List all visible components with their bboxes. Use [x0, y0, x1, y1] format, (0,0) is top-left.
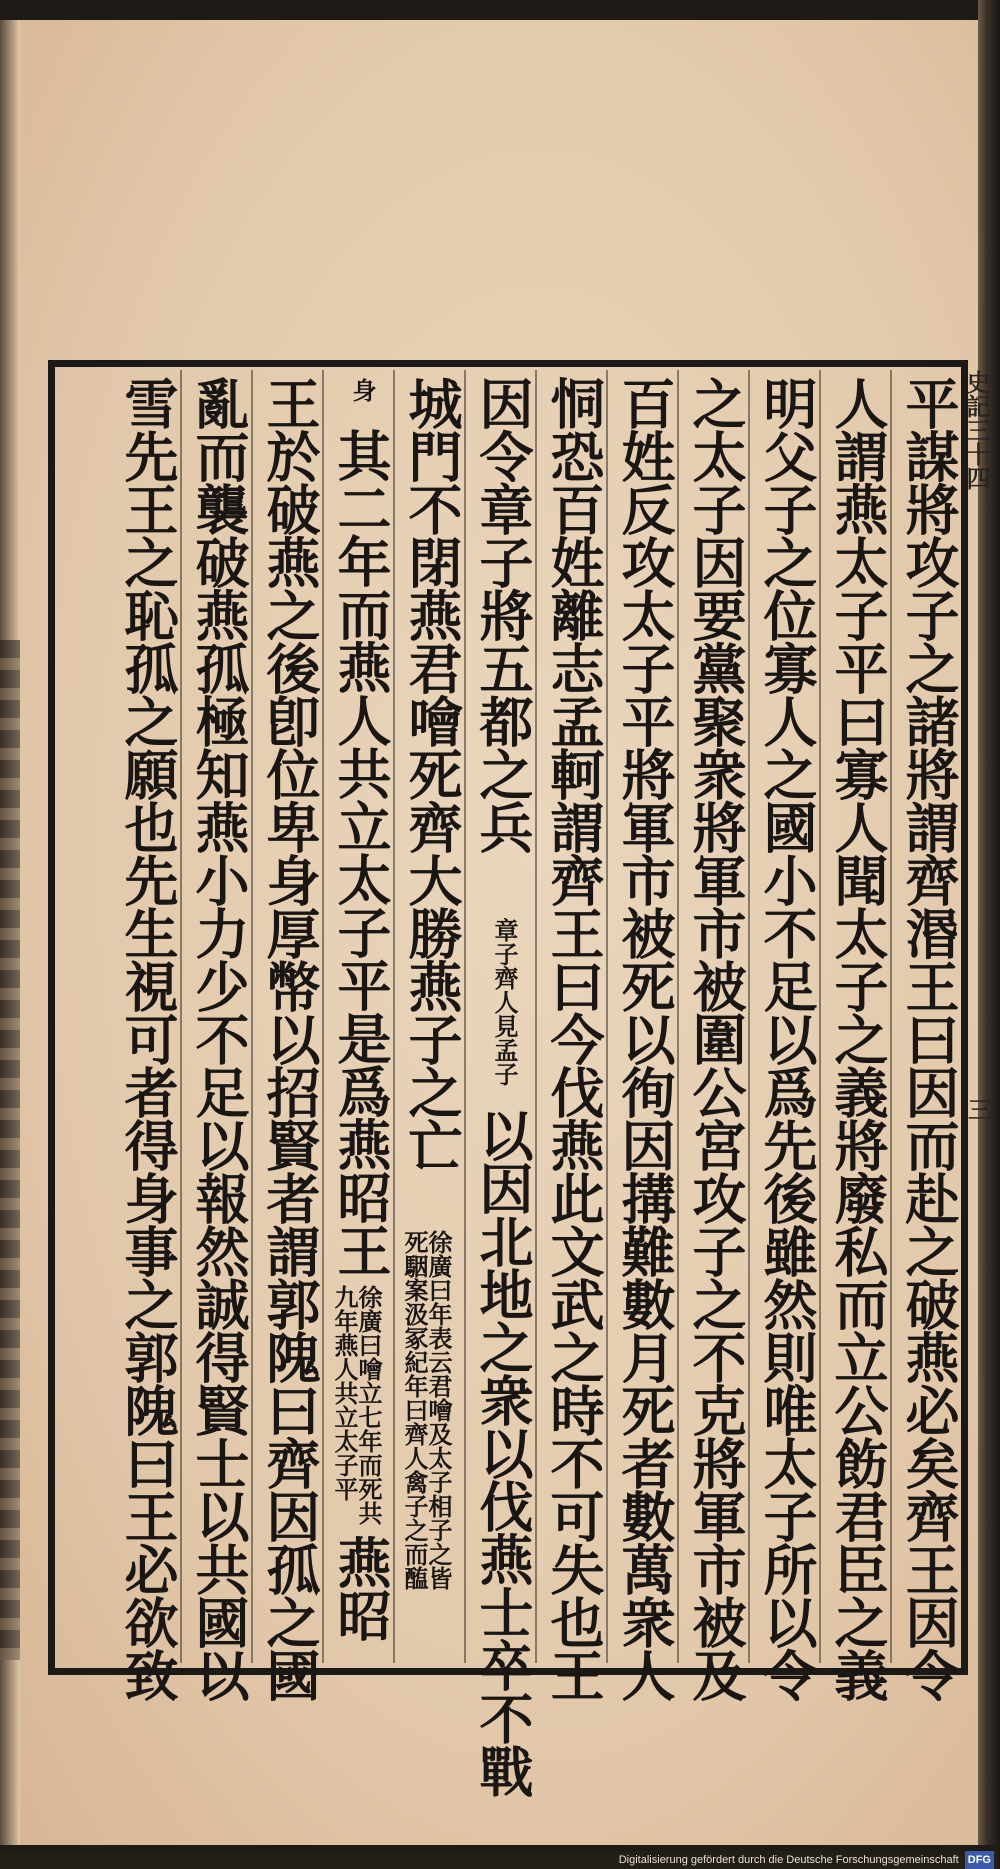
text-column-8: 城門不閉燕君噲死齊大勝燕子之亡: [400, 376, 464, 1171]
text-column-5: 百姓反攻太子平將軍市被死以徇因搆難數月死者數萬衆人: [613, 376, 677, 1701]
text-column-11: 亂而襲破燕孤極知燕小力少不足以報然誠得賢士以共國以: [187, 376, 251, 1701]
column-rule: [322, 370, 324, 1663]
annotation-zhangzi: 章子齊人見孟子: [490, 918, 519, 1086]
text-column-4: 之太子因要黨聚衆將軍市被圍公宮攻子之不克將軍市被及: [684, 376, 748, 1701]
text-column-7-head: 因令章子將五都之兵: [471, 376, 535, 853]
column-rule: [677, 370, 679, 1663]
digitization-credit: [590, 1851, 998, 1869]
previous-page-text-edge: [0, 640, 20, 1660]
text-column-2: 人謂燕太子平曰寡人聞太子之義將廢私而立公飭君臣之義: [826, 376, 890, 1701]
column-rule: [606, 370, 608, 1663]
running-title: 史記三十四: [962, 370, 991, 490]
annotation-shen: 身: [348, 378, 377, 402]
column-rule: [535, 370, 537, 1663]
column-rule: [819, 370, 821, 1663]
annotation-xuguang-a: 徐廣曰年表云君噲及太子相子之皆: [424, 1230, 453, 1590]
text-column-10: 王於破燕之後卽位卑身厚幣以招賢者謂郭隗曰齊因孤之國: [258, 376, 322, 1701]
text-column-9-tail: 燕昭: [329, 1535, 393, 1641]
column-rule: [890, 370, 892, 1663]
column-rule: [748, 370, 750, 1663]
text-body: [70, 370, 965, 1797]
top-edge: [0, 0, 1000, 22]
page-number: 三: [968, 1095, 992, 1124]
text-column-12: 雪先王之恥孤之願也先生視可者得身事之郭隗曰王必欲致: [116, 376, 180, 1701]
annotation-col9-a: 徐廣曰噲立七年而死共: [354, 1285, 383, 1525]
text-column-9: 其二年而燕人共立太子平是爲燕昭王: [329, 428, 393, 1276]
credit-text: Digitalisierung gefördert durch die Deutsche Forschungsgemeinschaft: [618, 1854, 959, 1866]
column-rule: [251, 370, 253, 1663]
column-rule: [464, 370, 466, 1663]
text-column-1: 平謀將攻子之諸將謂齊湣王曰因而赴之破燕必矣齊王因令: [897, 376, 961, 1701]
column-rule: [180, 370, 182, 1663]
column-rule: [393, 370, 395, 1663]
text-column-6: 恫恐百姓離志孟軻謂齊王曰今伐燕此文武之時不可失也王: [542, 376, 606, 1701]
annotation-col9-b: 九年燕人共立太子平: [330, 1285, 359, 1501]
dfg-logo: DFG: [965, 1851, 994, 1869]
text-column-3: 明父子之位寡人之國小不足以爲先後雖然則唯太子所以令: [755, 376, 819, 1701]
text-column-7-tail: 以因北地之衆以伐燕士卒不戰: [471, 1108, 535, 1797]
annotation-xuguang-b: 死駰案汲冢紀年曰齊人禽子之而醢: [400, 1230, 429, 1590]
